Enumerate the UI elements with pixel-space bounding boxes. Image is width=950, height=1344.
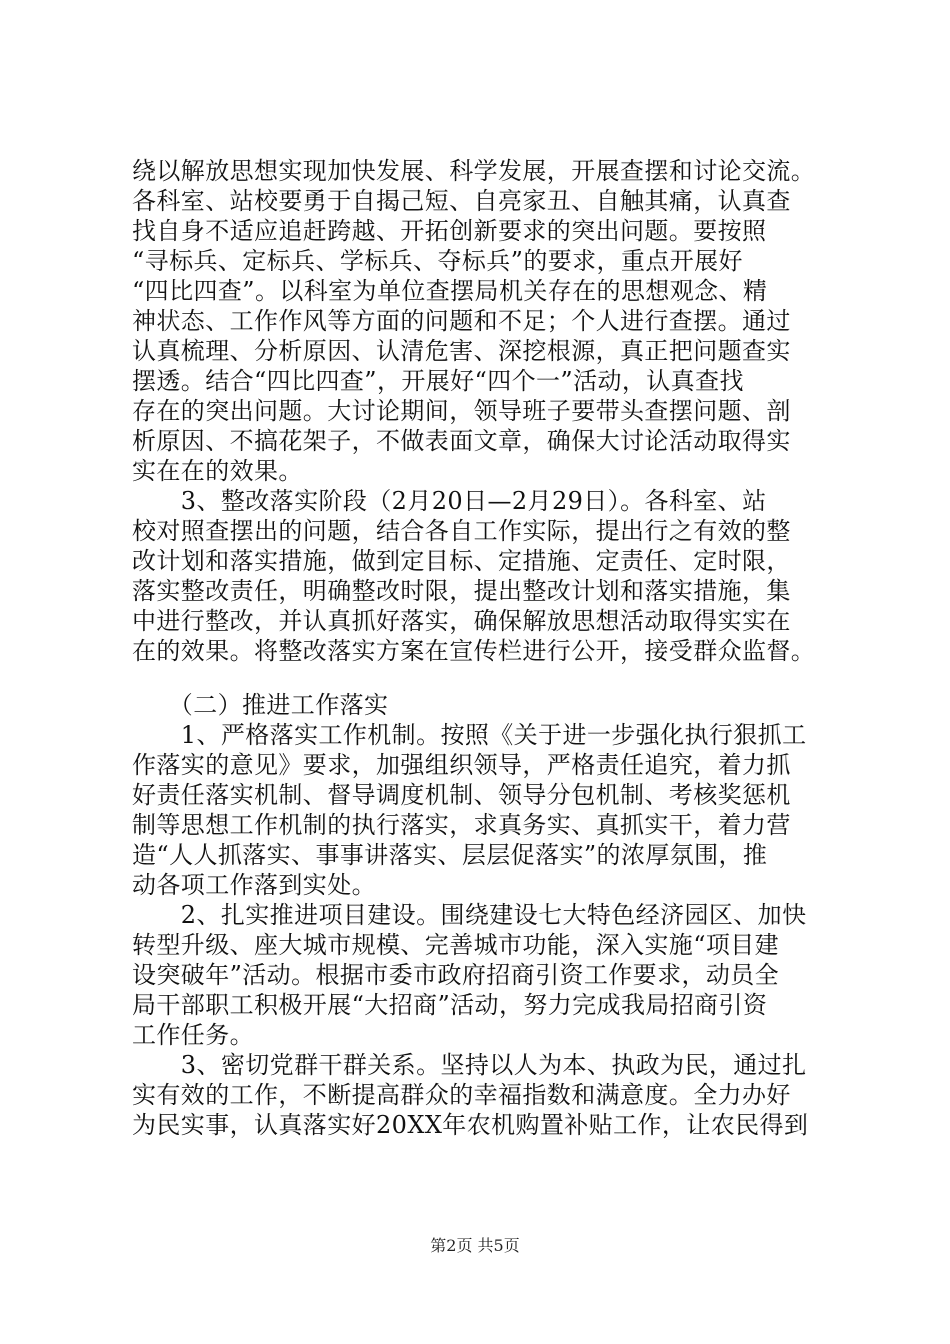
text-line: 为民实事，认真落实好20XX年农机购置补贴工作，让农民得到 xyxy=(132,1111,809,1139)
text-line: 各科室、站校要勇于自揭己短、自亮家丑、自触其痛，认真查 xyxy=(132,187,791,215)
text-line: 工作任务。 xyxy=(132,1021,254,1049)
text-line: 绕以解放思想实现加快发展、科学发展，开展查摆和讨论交流。 xyxy=(132,157,816,185)
text-line: “四比四查”。以科室为单位查摆局机关存在的思想观念、精 xyxy=(132,277,768,305)
text-line: 3、整改落实阶段（2月20日—2月29日）。各科室、站 xyxy=(132,487,767,515)
text-line: 落实整改责任，明确整改时限，提出整改计划和落实措施，集 xyxy=(132,577,791,605)
text-line: 转型升级、座大城市规模、完善城市功能，深入实施“项目建 xyxy=(132,931,780,959)
text-line: 改计划和落实措施，做到定目标、定措施、定责任、定时限， xyxy=(132,547,791,575)
text-line: 析原因、不搞花架子，不做表面文章，确保大讨论活动取得实 xyxy=(132,427,791,455)
text-line: 在的效果。将整改落实方案在宣传栏进行公开，接受群众监督。 xyxy=(132,637,816,665)
text-line: 3、密切党群干群关系。坚持以人为本、执政为民，通过扎 xyxy=(132,1051,807,1079)
text-line: 制等思想工作机制的执行落实，求真务实、真抓实干，着力营 xyxy=(132,811,791,839)
text-line: 找自身不适应追赶跨越、开拓创新要求的突出问题。要按照 xyxy=(132,217,767,245)
text-line: 校对照查摆出的问题，结合各自工作实际，提出行之有效的整 xyxy=(132,517,791,545)
section-heading: （二）推进工作落实 xyxy=(132,691,389,719)
text-line: 摆透。结合“四比四查”，开展好“四个一”活动，认真查找 xyxy=(132,367,744,395)
text-line: 好责任落实机制、督导调度机制、领导分包机制、考核奖惩机 xyxy=(132,781,791,809)
page-footer: 第2页 共5页 xyxy=(430,1236,520,1255)
text-line: 作落实的意见》要求，加强组织领导，严格责任追究，着力抓 xyxy=(132,751,791,779)
text-line: 神状态、工作作风等方面的问题和不足；个人进行查摆。通过 xyxy=(132,307,791,335)
text-line: 局干部职工积极开展“大招商”活动，努力完成我局招商引资 xyxy=(132,991,768,1019)
text-line: 认真梳理、分析原因、认清危害、深挖根源，真正把问题查实 xyxy=(132,337,791,365)
text-line: 中进行整改，并认真抓好落实，确保解放思想活动取得实实在 xyxy=(132,607,791,635)
text-line: 存在的突出问题。大讨论期间，领导班子要带头查摆问题、剖 xyxy=(132,397,791,425)
text-line: 1、严格落实工作机制。按照《关于进一步强化执行狠抓工 xyxy=(132,721,807,749)
text-line: 2、扎实推进项目建设。围绕建设七大特色经济园区、加快 xyxy=(132,901,807,929)
text-line: 设突破年”活动。根据市委市政府招商引资工作要求，动员全 xyxy=(132,961,780,989)
text-line: 造“人人抓落实、事事讲落实、层层促落实”的浓厚氛围，推 xyxy=(132,841,768,869)
text-line: 动各项工作落到实处。 xyxy=(132,871,376,899)
document-body xyxy=(132,156,832,1140)
text-line: 实有效的工作，不断提高群众的幸福指数和满意度。全力办好 xyxy=(132,1081,791,1109)
text-line: 实在在的效果。 xyxy=(132,457,303,485)
text-line: “寻标兵、定标兵、学标兵、夺标兵”的要求，重点开展好 xyxy=(132,247,743,275)
